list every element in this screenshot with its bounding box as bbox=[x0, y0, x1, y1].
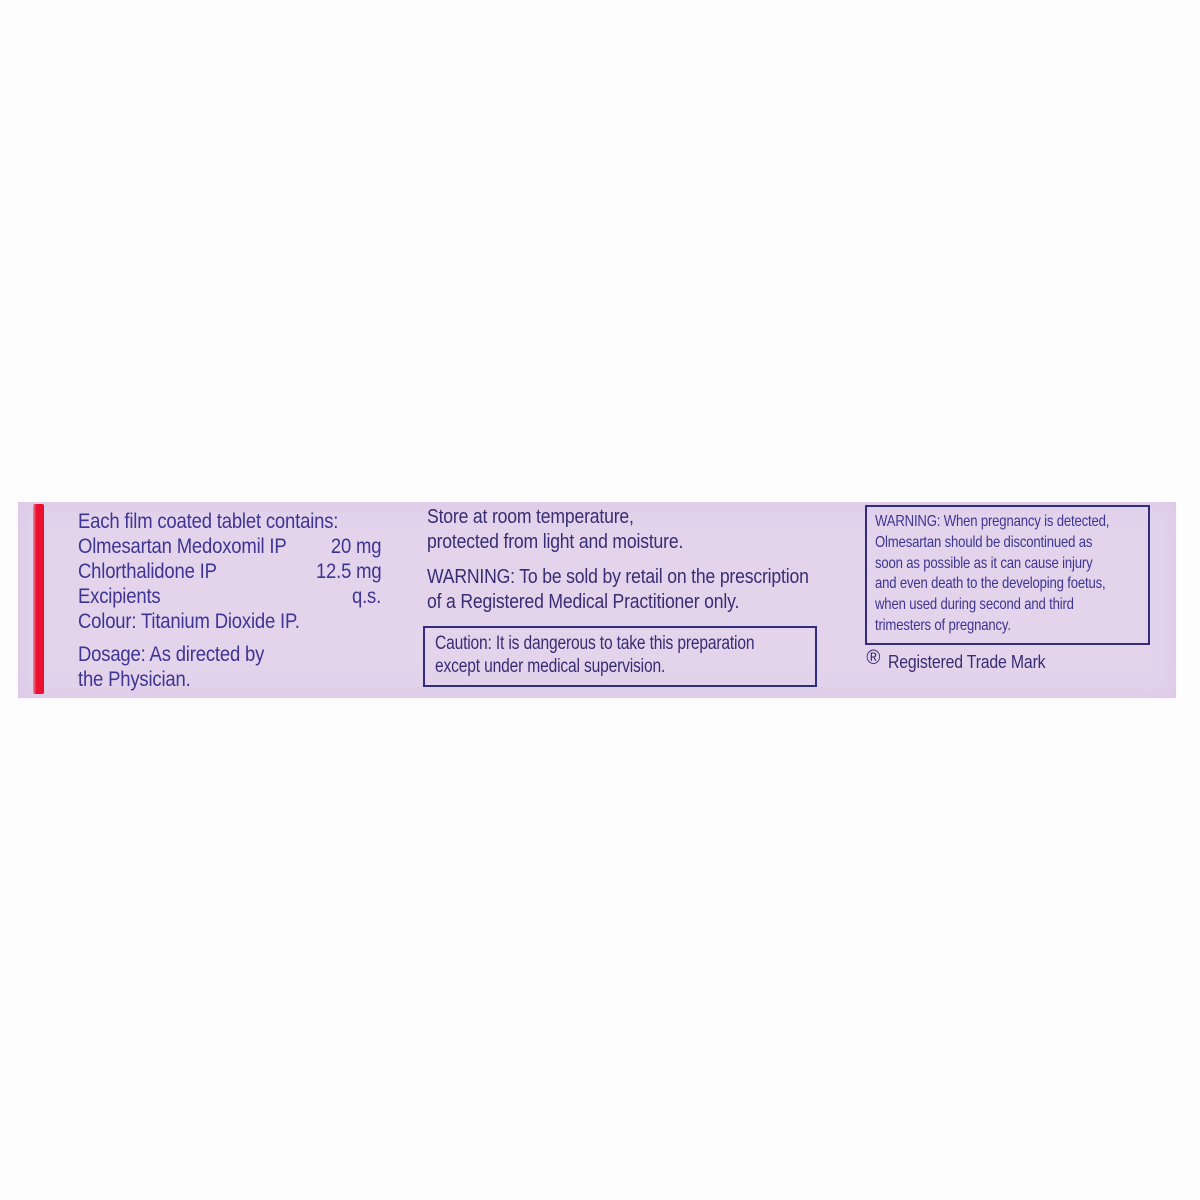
ingredient-row-excipients bbox=[78, 584, 381, 609]
caution-line-2: except under medical supervision. bbox=[435, 656, 666, 677]
pregnancy-warning-line: soon as possible as it can cause injury bbox=[875, 554, 1093, 572]
pregnancy-warning-line: when used during second and third bbox=[875, 596, 1074, 614]
storage-line-1: Store at room temperature, bbox=[427, 506, 634, 528]
carton-label-panel bbox=[18, 502, 1176, 698]
retail-warning-block bbox=[427, 565, 833, 615]
pregnancy-warning-line: trimesters of pregnancy. bbox=[875, 616, 1011, 634]
caution-line-1: Caution: It is dangerous to take this preparation bbox=[435, 633, 755, 654]
ingredient-row-olmesartan bbox=[78, 534, 381, 559]
ingredient-name: Olmesartan Medoxomil IP bbox=[78, 535, 287, 558]
ingredient-name: Chlorthalidone IP bbox=[78, 560, 217, 583]
composition-heading: Each film coated tablet contains: bbox=[78, 510, 339, 533]
storage-line-2: protected from light and moisture. bbox=[427, 531, 684, 553]
trademark-text: Registered Trade Mark bbox=[887, 652, 1046, 672]
caution-box bbox=[423, 626, 817, 687]
retail-warning-line-2: of a Registered Medical Practitioner only. bbox=[427, 591, 740, 613]
pregnancy-warning-box bbox=[865, 505, 1150, 645]
pregnancy-warning-line: Olmesartan should be discontinued as bbox=[875, 533, 1093, 551]
registered-trademark-icon: ® bbox=[866, 647, 881, 669]
dosage-line-2: the Physician. bbox=[78, 668, 191, 691]
ingredient-row-chlorthalidone bbox=[78, 559, 381, 584]
composition-section bbox=[78, 509, 381, 692]
colour-line: Colour: Titanium Dioxide IP. bbox=[78, 610, 300, 633]
pregnancy-warning-line: and even death to the developing foetus, bbox=[875, 575, 1106, 593]
ingredient-amount: 20 mg bbox=[330, 535, 381, 558]
dosage-line-1: Dosage: As directed by bbox=[78, 643, 265, 666]
dosage-block bbox=[78, 642, 381, 692]
storage-and-retail-warning-section bbox=[427, 505, 833, 615]
ingredient-amount: 12.5 mg bbox=[315, 560, 381, 583]
retail-warning-line-1: WARNING: To be sold by retail on the prescription bbox=[427, 566, 809, 588]
ingredient-name: Excipients bbox=[78, 585, 161, 608]
ingredient-amount: q.s. bbox=[351, 585, 381, 608]
pregnancy-warning-line: WARNING: When pregnancy is detected, bbox=[875, 513, 1110, 530]
red-accent-line bbox=[33, 504, 44, 694]
trademark-line bbox=[866, 647, 1067, 673]
